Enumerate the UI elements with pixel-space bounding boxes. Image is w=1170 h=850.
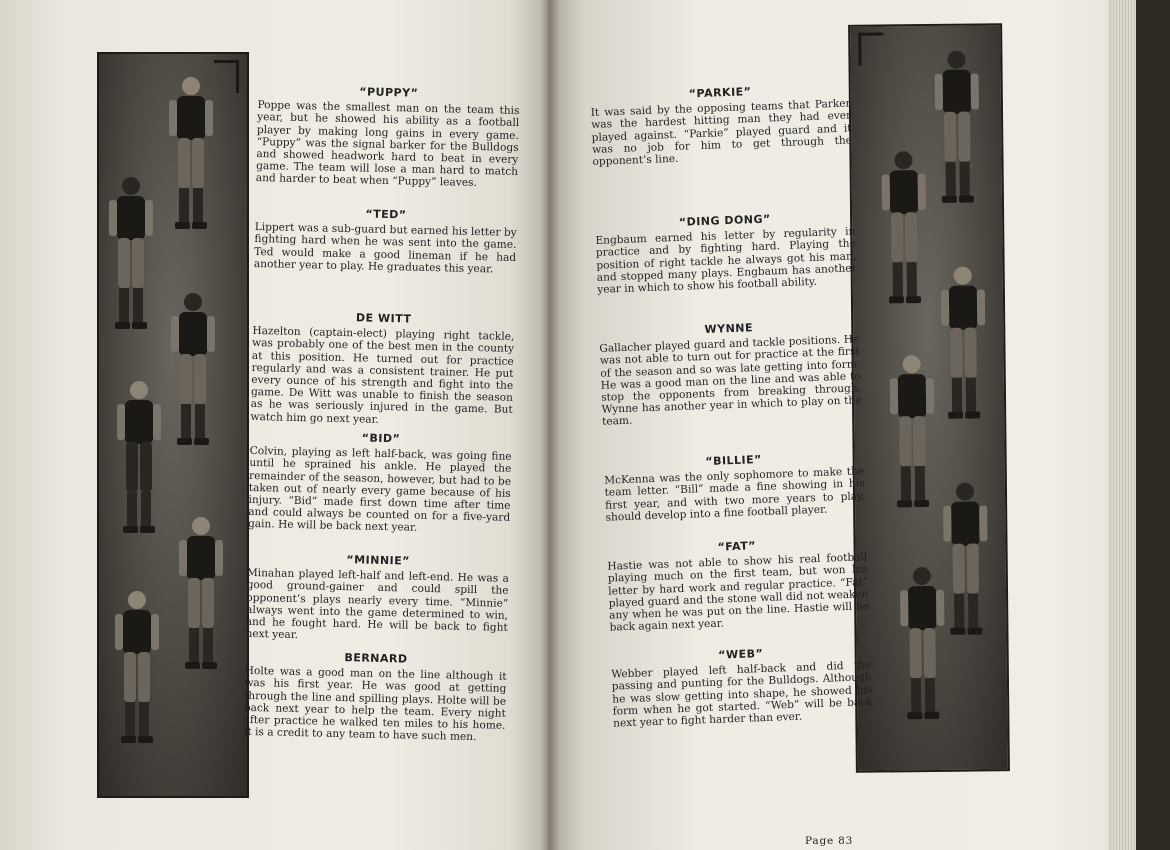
player-entry — [243, 650, 507, 744]
player-photo — [161, 72, 221, 252]
entry-body: Colvin, playing as left half-back, was going fine until he sprained his ankle. He played the remainder of the season, however, but had to be taken out of nearly every game because of his injury. “Bid” made first down time after time and could always be counted on for a five-yard gain. He will be back next year. — [247, 445, 512, 535]
player-entry — [607, 536, 870, 634]
entry-title: DE WITT — [355, 311, 412, 326]
book-cover-edge — [1136, 0, 1170, 850]
player-photo — [107, 586, 167, 766]
player-entry — [250, 310, 514, 429]
entry-title: “BILLIE” — [705, 452, 763, 469]
player-photo — [163, 288, 223, 468]
entry-body: Hazelton (captain-elect) playing right tackle, was probably one of the best men in the county at this position. He turned out for practice regularly and was a consistent trainer. He put every ounce of his strength and fight into the game. De Witt was unable to finish the season as he was seriously injured in the game. But watch him go next year. — [250, 325, 515, 426]
player-entry — [590, 82, 853, 168]
entry-body: Engbaum earned his letter by regularity in practice and by fighting hard. Playing the position of right tackle he always got his man, and stopped many plays. Engbaum has another year in which to show his football ability. — [595, 225, 857, 296]
player-entry — [595, 210, 858, 296]
page-edges — [1108, 0, 1136, 850]
player-entry — [599, 318, 863, 428]
right-photo-strip — [848, 23, 1010, 773]
player-entry — [254, 206, 517, 276]
entry-body: Lippert was a sub-guard but earned his letter by fighting hard when he was sent into the game. Ted would make a good lineman if he had another year to play. He graduates this year. — [253, 221, 517, 276]
entry-body: It was said by the opposing teams that Parker was the hardest hitting man they had ever played against. “Parkie” played guard and it was no job for him to get through the opponent’s line. — [590, 97, 853, 168]
entry-title: “BID” — [361, 431, 401, 446]
entry-body: Gallacher played guard and tackle positions. He was not able to turn out for practice at the first of the season and so was late getting into form. He was a good man on the line and was able to stop the opponents from breaking through. Wynne has another year in which to play on the team. — [599, 333, 862, 429]
entry-body: Webber played left half-back and did the passing and punting for the Bulldogs. Although he was slow getting into shape, he showed his form when he got started. “Web” will be back next year to fight harder than ever. — [611, 659, 873, 730]
entry-title: “WEB” — [717, 647, 764, 662]
book-gutter — [540, 0, 560, 850]
player-entry — [248, 430, 512, 537]
entry-title: “PARKIE” — [688, 85, 752, 101]
corner-ornament — [858, 32, 883, 65]
entry-title: “TED” — [365, 207, 407, 222]
entry-title: “FAT” — [717, 539, 757, 554]
player-photo — [892, 562, 954, 743]
player-entry — [611, 644, 874, 730]
player-entry — [256, 84, 520, 191]
entry-body: McKenna was the only sophomore to make the team letter. “Bill” made a fine showing in his first year, and with two more years to play, should develop into a fine football player. — [604, 465, 866, 524]
player-photo — [171, 512, 231, 692]
entry-title: WYNNE — [704, 321, 754, 336]
page-number: Page 83 — [805, 835, 854, 847]
player-photo — [101, 172, 161, 352]
player-photo — [881, 350, 943, 531]
entry-body: Holte was a good man on the line although it was his first year. He was good at getting through the line and spilling plays. Holte will be back next year to help the team. Every night after practice he walked ten miles to his home. It is a credit to any team to have such men. — [243, 665, 507, 744]
left-photo-strip — [97, 52, 249, 798]
player-photo — [873, 146, 935, 327]
player-photo — [109, 376, 169, 556]
player-photo — [926, 45, 988, 226]
entry-body: Hastie was not able to show his real football playing much on the first team, but won his letter by hard work and regular practice. “Fat” played guard and the stone wall did not weaken any when he was put on the line. Hastie will be back again next year. — [607, 551, 870, 634]
player-entry — [245, 552, 509, 646]
entry-title: BERNARD — [344, 651, 408, 666]
player-entry — [603, 450, 865, 523]
entry-body: Minahan played left-half and left-end. He was a good ground-gainer and could spill the opponent’s plays nearly every time. “Minnie” always went into the game determined to win, and he fought hard. He will be back to fight next year. — [245, 567, 509, 642]
entry-body: Poppe was the smallest man on the team this year, but he showed his ability as a football player by making long gains in every game. “Puppy” was the signal barker for the Bulldogs and showed headwork hard to beat in every game. The team will lose a man hard to match and harder to beat when “Puppy” leaves. — [255, 99, 520, 190]
entry-title: “PUPPY” — [359, 85, 419, 100]
entry-title: “DING DONG” — [678, 212, 771, 229]
entry-title: “MINNIE” — [346, 553, 411, 568]
